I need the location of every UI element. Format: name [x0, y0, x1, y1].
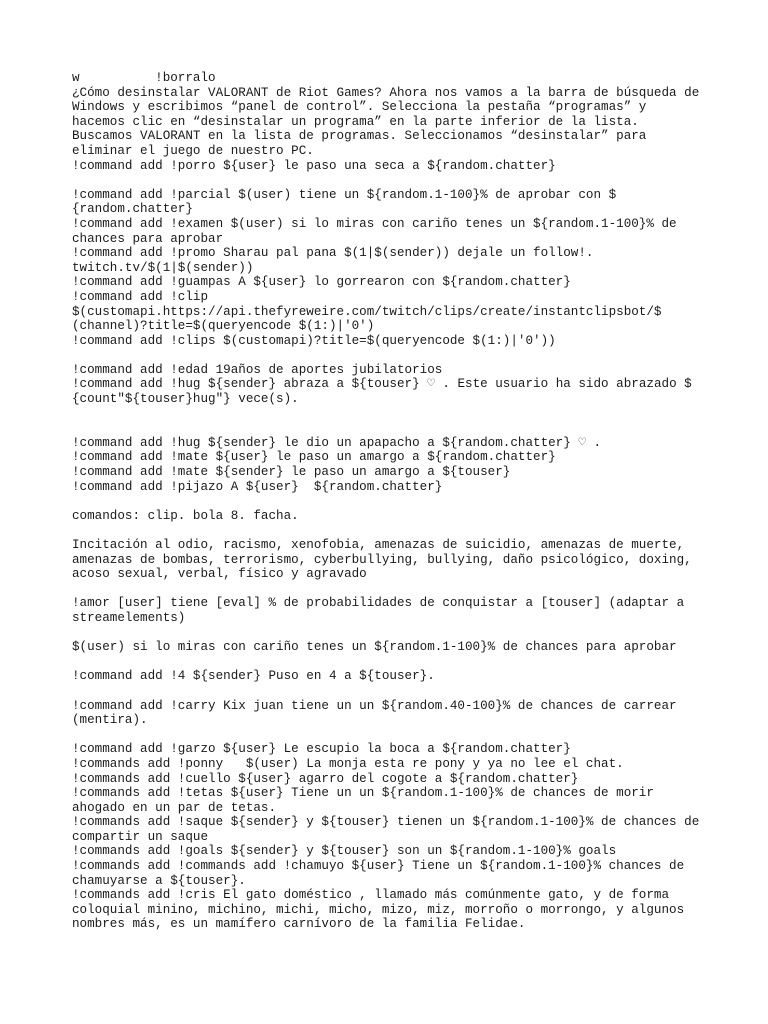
text-line: acoso sexual, verbal, físico y agravado: [72, 567, 367, 582]
text-line: nombres más, es un mamífero carnívoro de la familia Felidae.: [72, 917, 526, 932]
text-line: !command add !examen $(user) si lo miras con cariño tenes un ${random.1-100}% de: [72, 216, 677, 231]
text-line: [72, 728, 712, 743]
text-line: amenazas de bombas, terrorismo, cyberbullying, bullying, daño psicológico, doxing,: [72, 552, 692, 567]
text-line: [72, 173, 712, 188]
text-line: !command add !promo Sharau pal pana $(1|$(sender)) dejale un follow!.: [72, 246, 594, 261]
text-line: ¿Cómo desinstalar VALORANT de Riot Games? Ahora nos vamos a la barra de búsqueda de: [72, 85, 700, 100]
text-line: !commands add !commands add !chamuyo ${user} Tiene un ${random.1-100}% chances de: [72, 859, 685, 874]
text-line: [72, 684, 712, 699]
text-line: !command add !4 ${sender} Puso en 4 a ${touser}.: [72, 669, 435, 684]
text-line: eliminar el juego de nuestro PC.: [72, 143, 314, 158]
text-line: !command add !parcial $(user) tiene un ${random.1-100}% de aprobar con $: [72, 187, 617, 202]
text-line: chances para aprobar: [72, 231, 224, 246]
document-page: [72, 71, 712, 932]
text-line: !command add !mate ${sender} le paso un amargo a ${touser}: [72, 465, 511, 480]
text-line: !amor [user] tiene [eval] % de probabilidades de conquistar a [touser] (adaptar a: [72, 596, 685, 611]
text-line: !commands add !cris El gato doméstico , llamado más comúnmente gato, y de forma: [72, 888, 670, 903]
text-line: !command add !mate ${user} le paso un amargo a ${random.chatter}: [72, 450, 556, 465]
text-line: Windows y escribimos “panel de control”. Selecciona la pestaña “programas” y: [72, 100, 647, 115]
text-line: ahogado en un par de tetas.: [72, 800, 277, 815]
text-line: streamelements): [72, 610, 186, 625]
text-line: coloquial minino, michino, michi, micho, mizo, miz, morroño o morrongo, y algunos: [72, 902, 685, 917]
text-line: !commands add !cuello ${user} agarro del cogote a ${random.chatter}: [72, 771, 579, 786]
text-line: !command add !garzo ${user} Le escupio la boca a ${random.chatter}: [72, 742, 571, 757]
text-line: !command add !pijazo A ${user} ${random.chatter}: [72, 479, 443, 494]
text-line: [72, 348, 712, 363]
text-line: !command add !hug ${sender} abraza a ${touser} ♡ . Este usuario ha sido abrazado $: [72, 377, 692, 392]
text-line: !command add !clips $(customapi)?title=$(queryencode $(1:)|'0')): [72, 333, 556, 348]
text-line: [72, 421, 712, 436]
text-line: comandos: clip. bola 8. facha.: [72, 508, 299, 523]
text-line: !command add !guampas A ${user} lo gorrearon con ${random.chatter}: [72, 275, 571, 290]
text-line: w !borralo: [72, 71, 216, 85]
text-line: [72, 582, 712, 597]
text-line: (mentira).: [72, 713, 148, 728]
text-line: !command add !clip: [72, 289, 209, 304]
text-line: [72, 655, 712, 670]
text-line: !command add !porro ${user} le paso una seca a ${random.chatter}: [72, 158, 556, 173]
text-line: [72, 407, 712, 422]
text-line: !commands add !saque ${sender} y ${touser} tienen un ${random.1-100}% de chances de: [72, 815, 700, 830]
text-line: [72, 626, 712, 641]
text-line: !command add !carry Kix juan tiene un un ${random.40-100}% de chances de carrear: [72, 698, 677, 713]
text-line: Buscamos VALORANT en la lista de programas. Seleccionamos “desinstalar” para: [72, 129, 647, 144]
text-line: [72, 523, 712, 538]
text-line: !commands add !ponny $(user) La monja esta re pony y ya no lee el chat.: [72, 756, 624, 771]
text-line: (channel)?title=$(queryencode $(1:)|'0'): [72, 319, 375, 334]
text-line: compartir un saque: [72, 829, 209, 844]
text-line: {count"${touser}hug"} vece(s).: [72, 392, 299, 407]
text-line: twitch.tv/$(1|$(sender)): [72, 260, 254, 275]
text-line: {random.chatter}: [72, 202, 193, 217]
text-line: $(user) si lo miras con cariño tenes un ${random.1-100}% de chances para aprobar: [72, 640, 677, 655]
text-line: hacemos clic en “desinstalar un programa” en la parte inferior de la lista.: [72, 114, 639, 129]
text-line: !command add !edad 19años de aportes jubilatorios: [72, 362, 443, 377]
text-line: $(customapi.https://api.thefyreweire.com/twitch/clips/create/instantclipsbot/$: [72, 304, 662, 319]
text-line: !commands add !goals ${sender} y ${touser} son un ${random.1-100}% goals: [72, 844, 617, 859]
text-line: Incitación al odio, racismo, xenofobia, amenazas de suicidio, amenazas de muerte,: [72, 538, 685, 552]
text-line: !commands add !tetas ${user} Tiene un un ${random.1-100}% de chances de morir: [72, 786, 654, 801]
text-line: chamuyarse a ${touser}.: [72, 873, 246, 888]
text-line: !command add !hug ${sender} le dio un apapacho a ${random.chatter} ♡ .: [72, 435, 602, 450]
text-line: [72, 494, 712, 509]
